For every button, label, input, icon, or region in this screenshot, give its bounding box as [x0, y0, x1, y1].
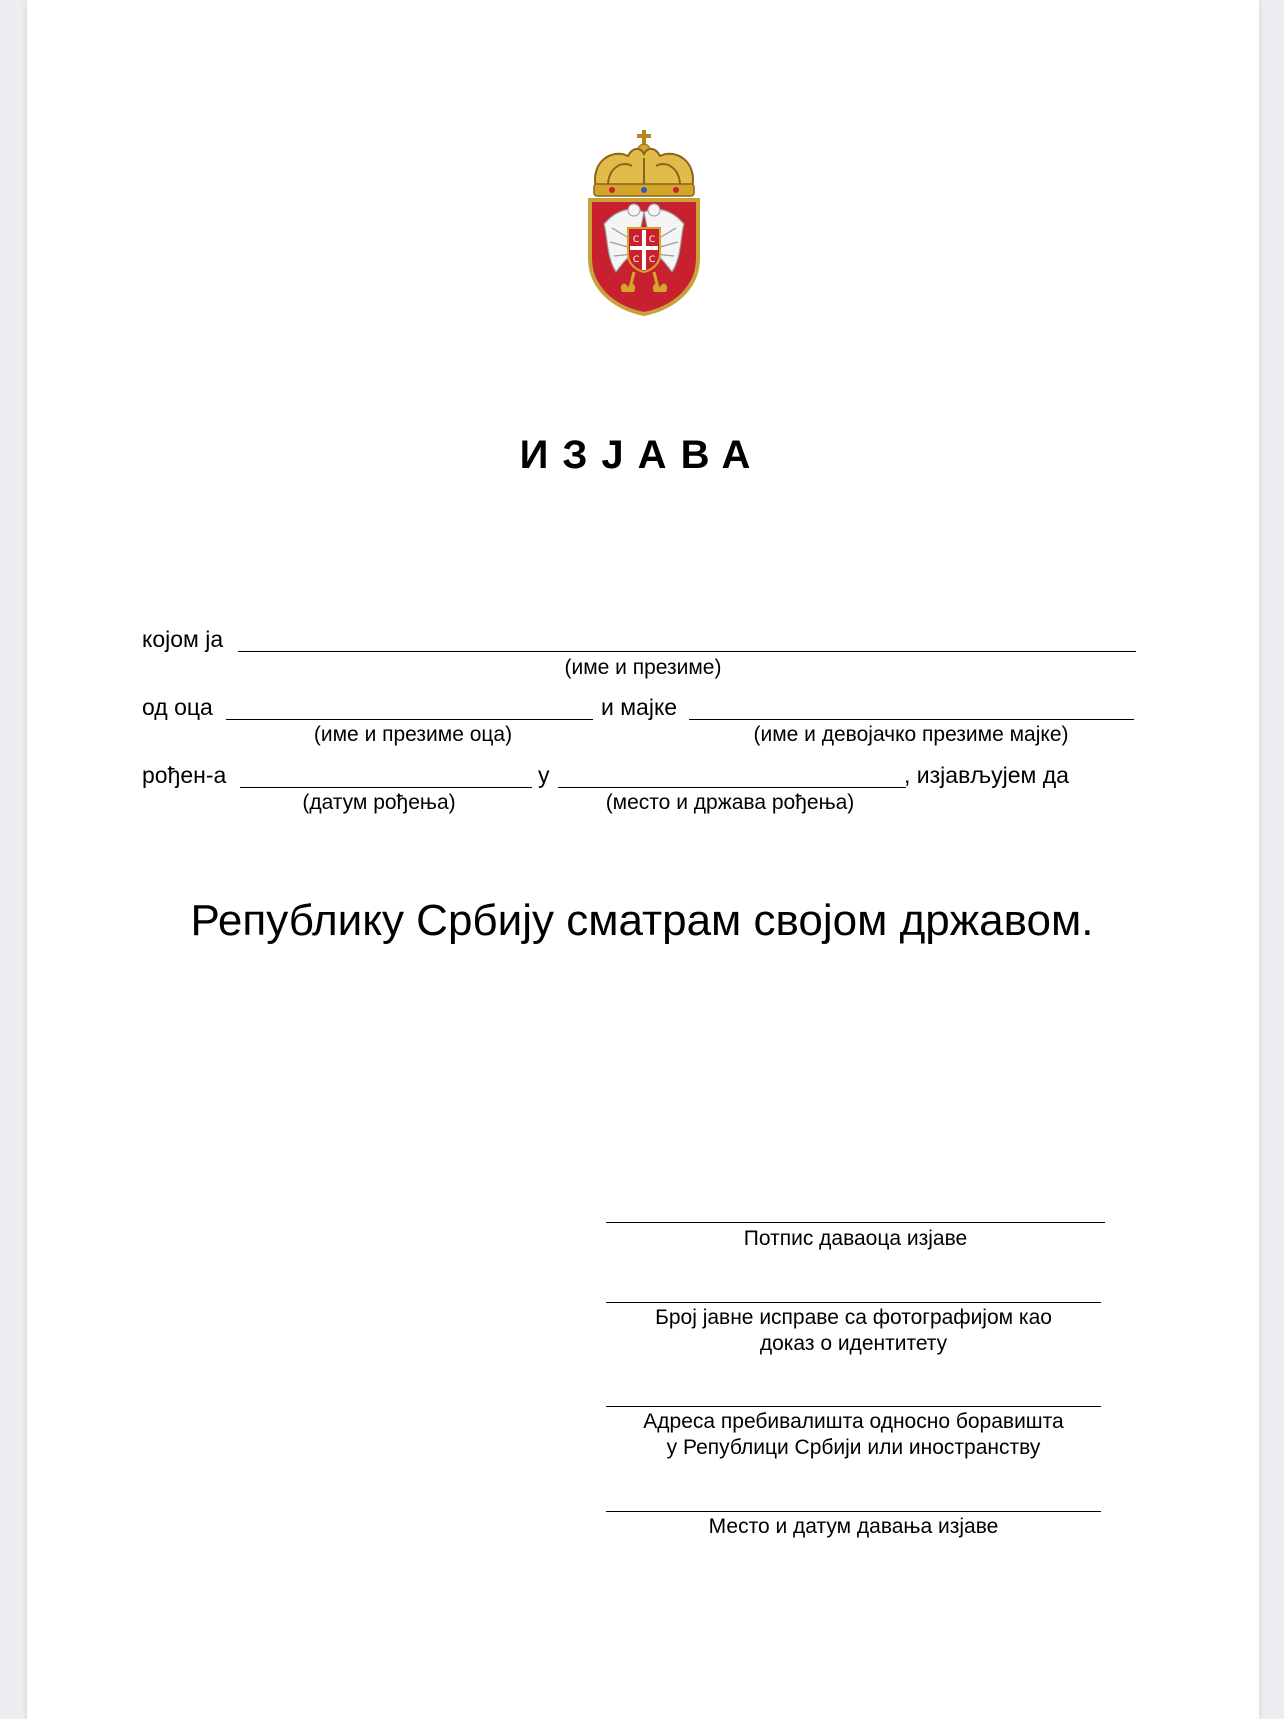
birth-place-field[interactable] — [558, 787, 906, 788]
place-date-field[interactable] — [606, 1511, 1101, 1512]
line3-mid: у — [538, 762, 550, 788]
birth-date-caption: (датум рођења) — [302, 791, 456, 814]
mother-name-caption: (име и девојачко презиме мајке) — [753, 723, 1069, 746]
address-caption-1: Адреса пребивалишта односно боравишта — [643, 1410, 1064, 1433]
line2-prefix: од оца — [142, 694, 213, 720]
declaration-statement: Републику Србију сматрам својом државом. — [190, 896, 1094, 945]
full-name-field[interactable] — [238, 651, 1136, 652]
signature-caption: Потпис даваоца изјаве — [743, 1227, 968, 1250]
id-document-field[interactable] — [606, 1302, 1101, 1303]
line2-mid: и мајке — [601, 694, 678, 720]
document-title: ИЗЈАВА — [519, 433, 765, 477]
serbian-coat-of-arms-icon — [582, 128, 706, 318]
place-date-caption: Место и датум давања изјаве — [708, 1515, 999, 1538]
mother-name-field[interactable] — [689, 719, 1134, 720]
line3-prefix: рођен-а — [142, 762, 227, 788]
birth-date-field[interactable] — [240, 787, 532, 788]
address-caption-2: у Републици Србији или иностранству — [666, 1436, 1041, 1459]
birth-place-caption: (место и држава рођења) — [605, 791, 855, 814]
svg-text:С: С — [632, 255, 640, 265]
svg-text:С: С — [648, 255, 656, 265]
father-name-field[interactable] — [226, 719, 593, 720]
line3-suffix: , изјављујем да — [904, 762, 1069, 788]
crown-icon — [594, 130, 694, 196]
signature-field[interactable] — [606, 1222, 1105, 1223]
svg-text:С: С — [632, 235, 640, 245]
id-document-caption-2: доказ о идентитету — [759, 1332, 948, 1355]
svg-text:С: С — [648, 235, 656, 245]
father-name-caption: (име и презиме оца) — [313, 723, 513, 746]
address-field[interactable] — [606, 1406, 1101, 1407]
id-document-caption-1: Број јавне исправе са фотографијом као — [655, 1306, 1052, 1329]
full-name-caption: (име и презиме) — [564, 656, 722, 679]
line1-prefix: којом ја — [142, 626, 224, 652]
